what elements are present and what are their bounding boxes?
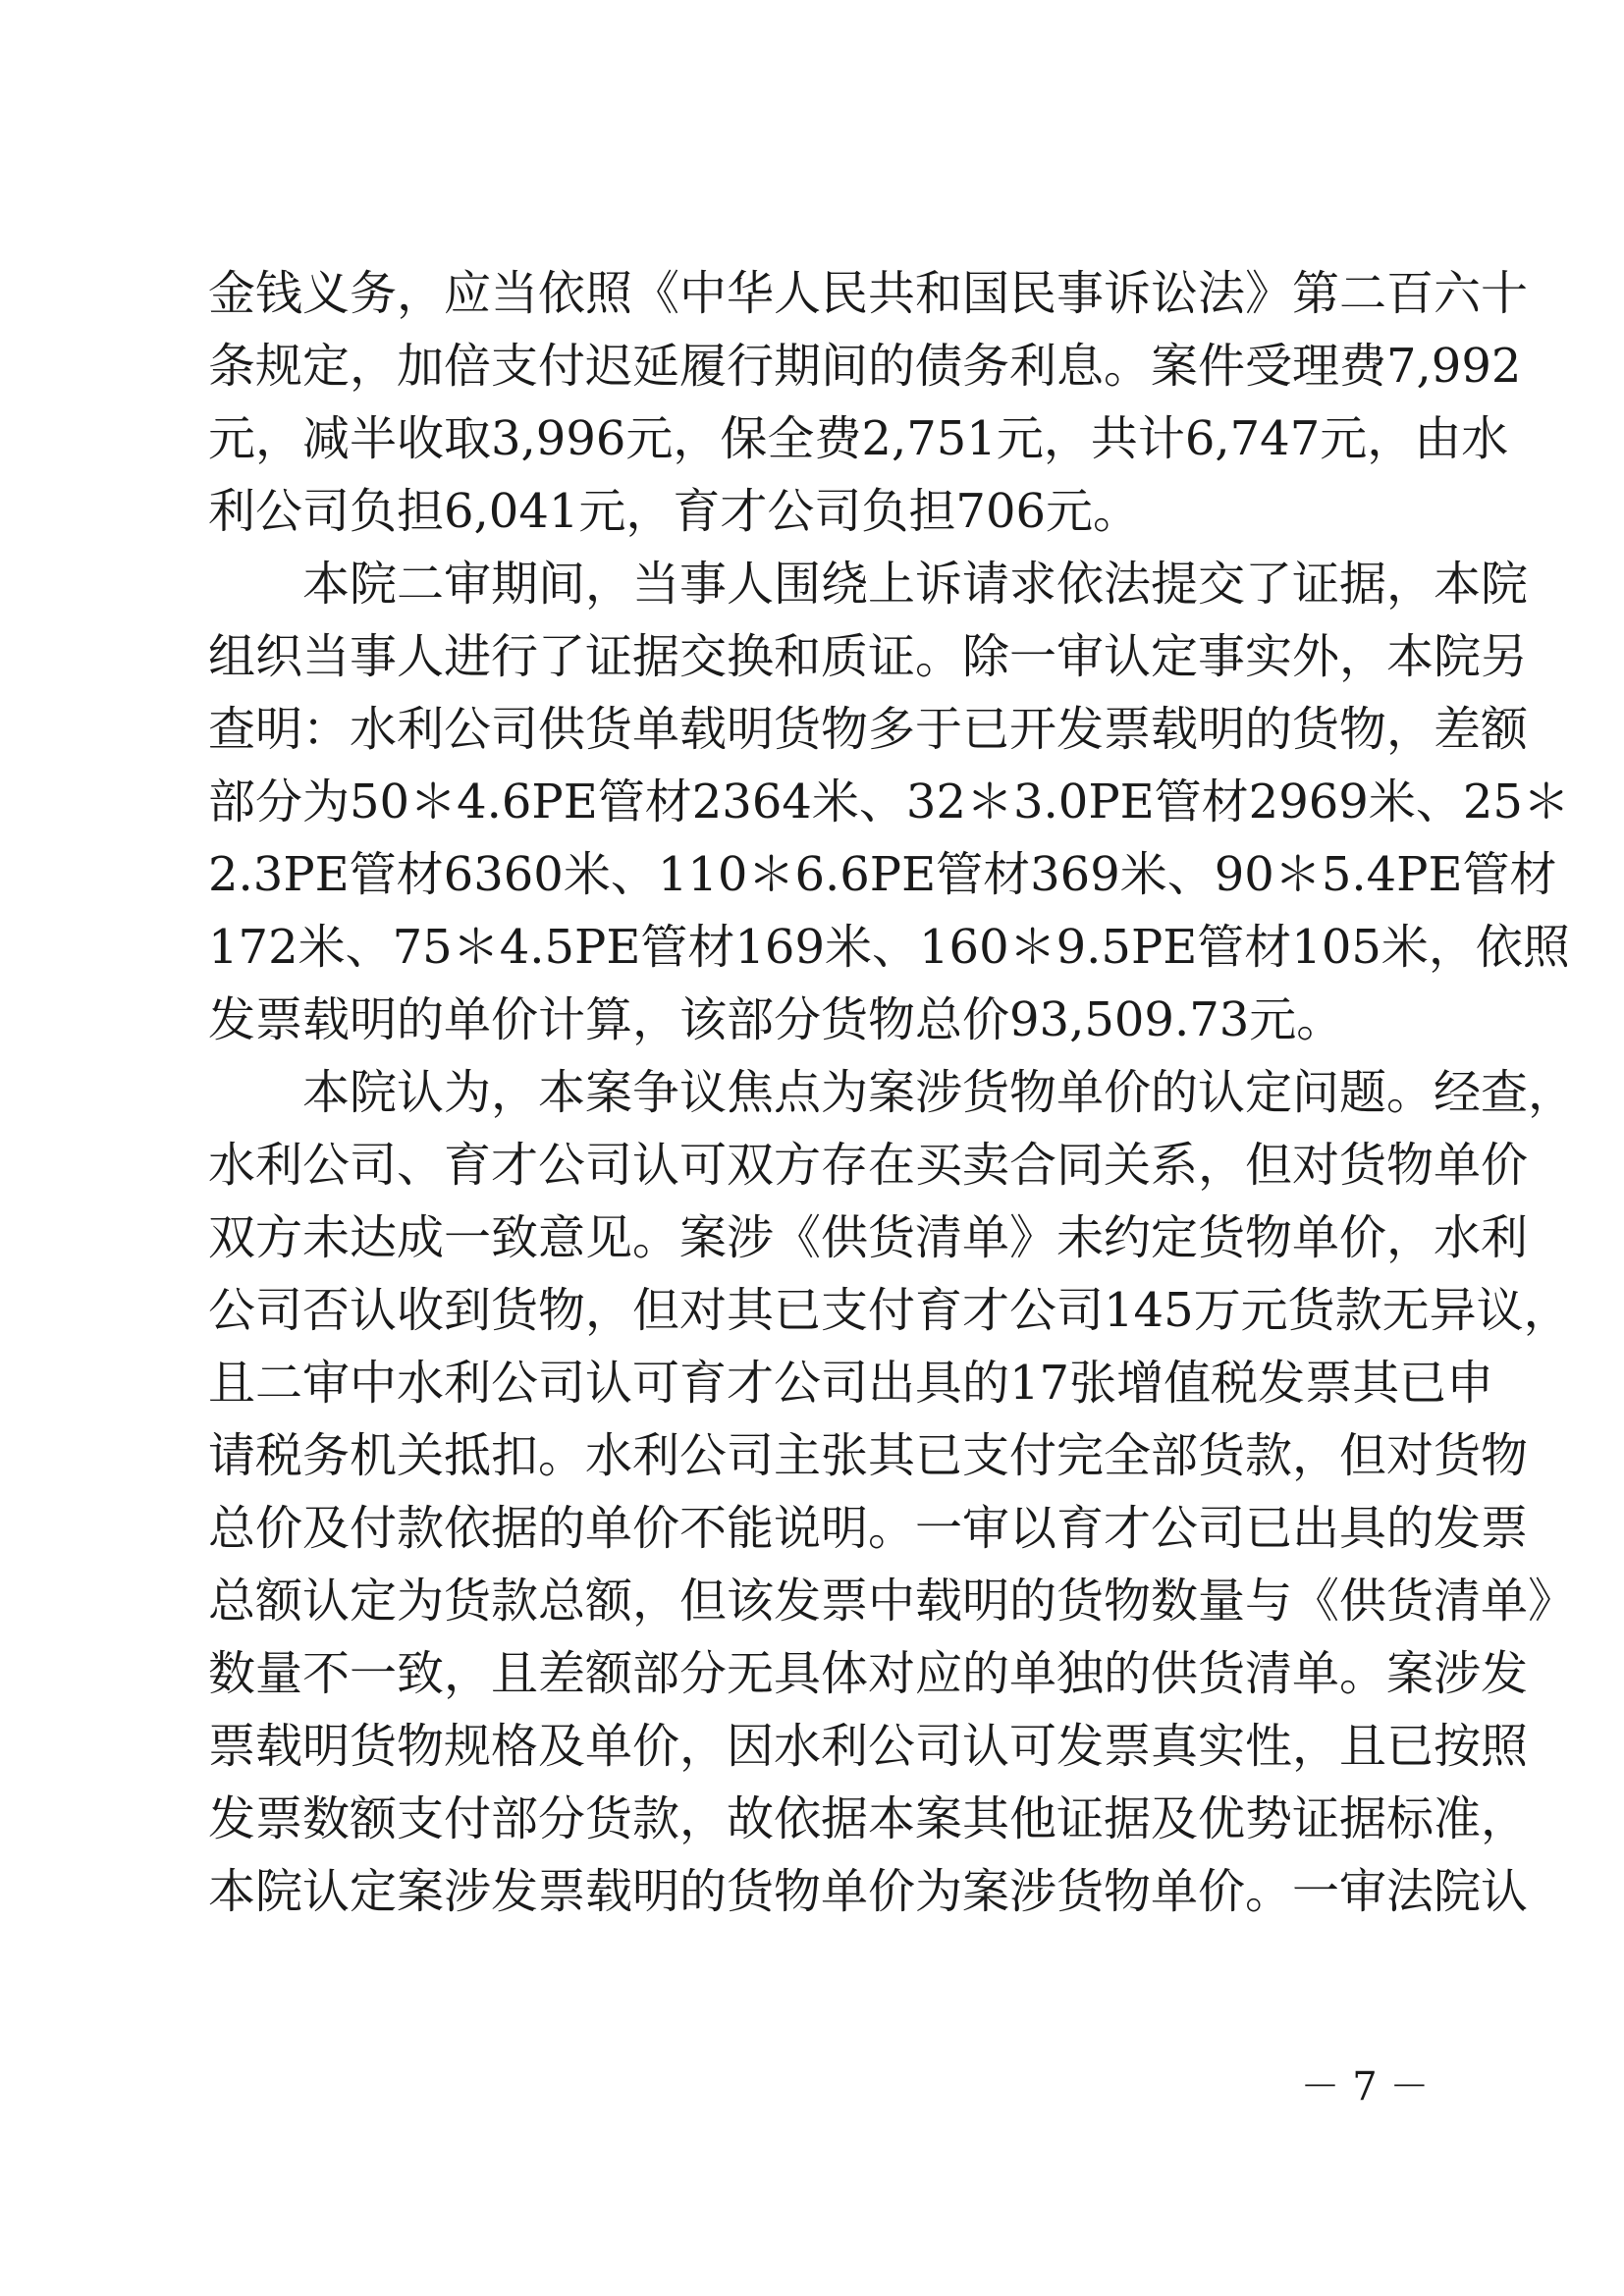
text-line: 总额认定为货款总额，但该发票中载明的货物数量与《供货清单》 (208, 1574, 1576, 1629)
document-body (208, 257, 1576, 1928)
text-line: 票载明货物规格及单价，因水利公司认可发票真实性，且已按照 (208, 1719, 1529, 1774)
text-line: 发票数额支付部分货款，故依据本案其他证据及优势证据标准， (208, 1791, 1529, 1846)
text-line: 查明：水利公司供货单载明货物多于已开发票载明的货物，差额 (208, 702, 1529, 757)
page-number: － 7 － (1300, 2064, 1430, 2109)
text-line: 金钱义务，应当依照《中华人民共和国民事诉讼法》第二百六十 (208, 266, 1529, 321)
text-line: 水利公司、育才公司认可双方存在买卖合同关系，但对货物单价 (208, 1138, 1529, 1193)
text-line: 本院认定案涉发票载明的货物单价为案涉货物单价。一审法院认 (208, 1864, 1529, 1919)
text-line: 双方未达成一致意见。案涉《供货清单》未约定货物单价，水利 (208, 1210, 1529, 1265)
text-line: 发票载明的单价计算，该部分货物总价93,509.73元。 (208, 992, 1344, 1047)
text-line: 且二审中水利公司认可育才公司出具的17张增值税发票其已申 (208, 1356, 1494, 1411)
text-line: 公司否认收到货物，但对其已支付育才公司145万元货款无异议， (208, 1283, 1571, 1338)
text-line: 组织当事人进行了证据交换和质证。除一审认定事实外，本院另 (208, 629, 1529, 684)
text-line: 2.3PE管材6360米、110＊6.6PE管材369米、90＊5.4PE管材 (208, 847, 1557, 902)
text-line: 请税务机关抵扣。水利公司主张其已支付完全部货款，但对货物 (208, 1428, 1529, 1483)
text-line: 条规定，加倍支付迟延履行期间的债务利息。案件受理费7,992 (208, 339, 1522, 394)
text-line: 元，减半收取3,996元，保全费2,751元，共计6,747元，由水 (208, 411, 1509, 466)
text-line: 利公司负担6,041元，育才公司负担706元。 (208, 484, 1141, 539)
text-line: 数量不一致，且差额部分无具体对应的单独的供货清单。案涉发 (208, 1646, 1529, 1701)
text-line: 本院认为，本案争议焦点为案涉货物单价的认定问题。经查， (302, 1065, 1576, 1120)
text-line: 172米、75＊4.5PE管材169米、160＊9.5PE管材105米，依照 (208, 920, 1570, 975)
text-line: 本院二审期间，当事人围绕上诉请求依法提交了证据，本院 (302, 557, 1529, 612)
text-line: 部分为50＊4.6PE管材2364米、32＊3.0PE管材2969米、25＊ (208, 774, 1570, 829)
text-line: 总价及付款依据的单价不能说明。一审以育才公司已出具的发票 (208, 1501, 1529, 1556)
